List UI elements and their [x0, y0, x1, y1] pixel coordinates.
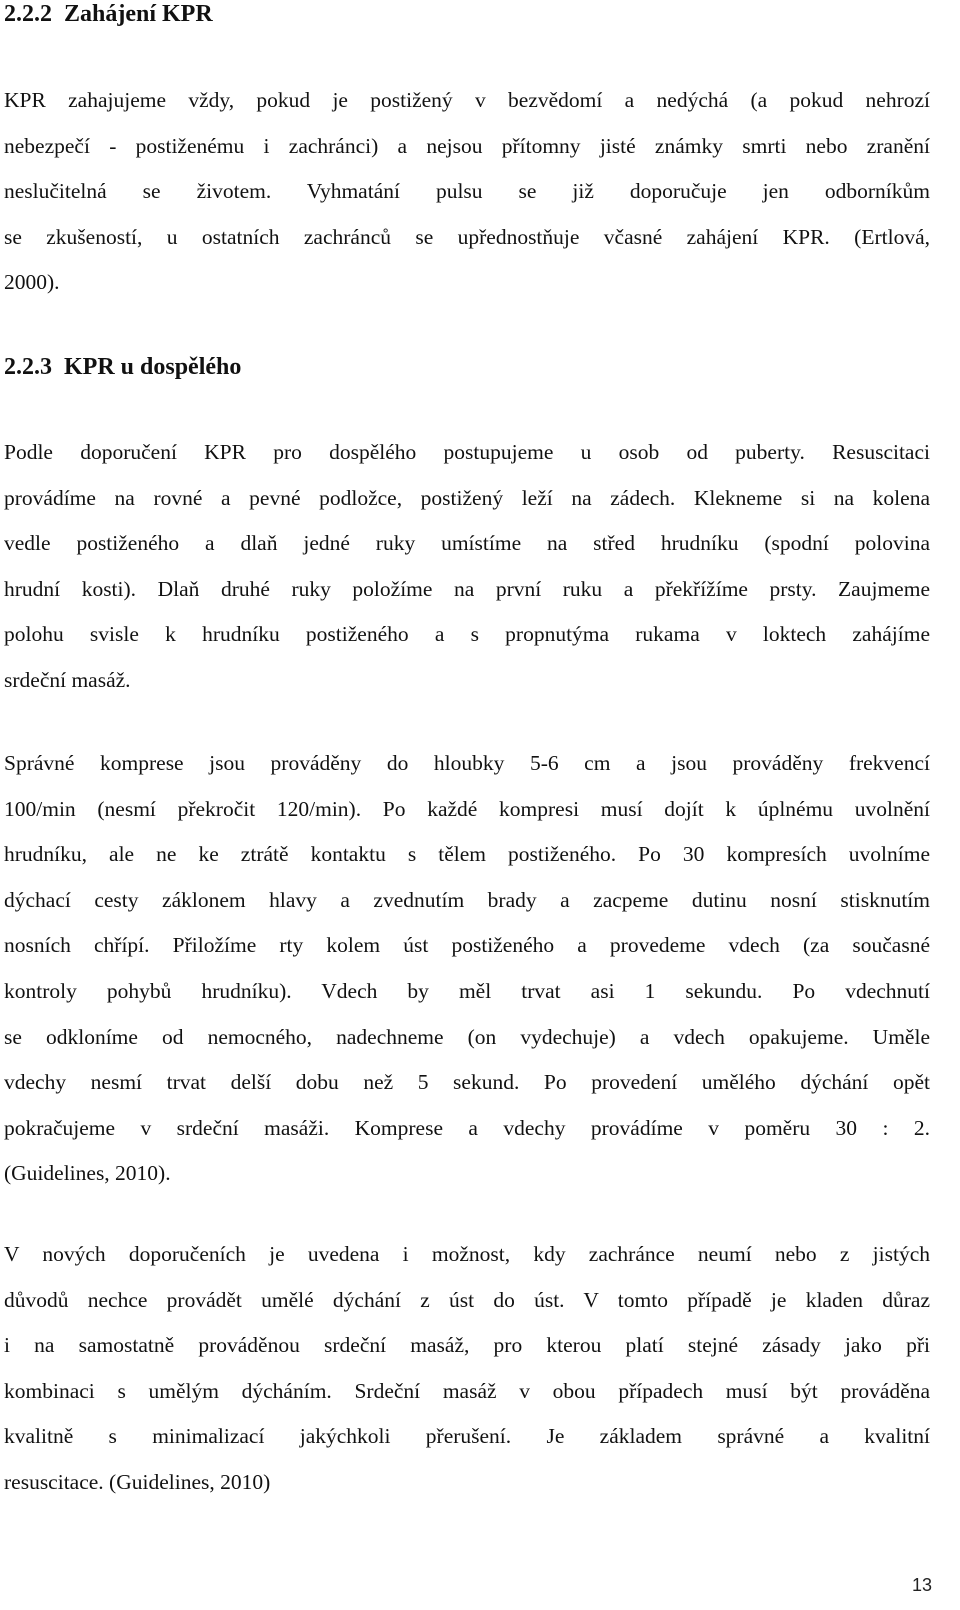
- text-line: se odkloníme od nemocného, nadechneme (on vydechuje) a vdech opakujeme. Uměle: [4, 1024, 930, 1049]
- text-line: kombinaci s umělým dýcháním. Srdeční masáž v obou případech musí být prováděna: [4, 1378, 930, 1403]
- text-line: důvodů nechce provádět umělé dýchání z úst do úst. V tomto případě je kladen důraz: [4, 1287, 930, 1312]
- text-line: V nových doporučeních je uvedena i možnost, kdy zachránce neumí nebo z jistých: [4, 1242, 930, 1266]
- text-line: hrudníku, ale ne ke ztrátě kontaktu s tělem postiženého. Po 30 kompresích uvolníme: [4, 842, 930, 867]
- section-heading-2-2-3: [4, 353, 241, 381]
- page-number: 13: [911, 1575, 932, 1595]
- section-title: KPR u dospělého: [64, 354, 242, 380]
- text-line: nebezpečí - postiženému i zachránci) a nejsou přítomny jisté známky smrti nebo zranění: [4, 133, 930, 158]
- text-line: kontroly pohybů hrudníku). Vdech by měl trvat asi 1 sekundu. Po vdechnutí: [4, 978, 930, 1003]
- text-line: Správné komprese jsou prováděny do hloubky 5-6 cm a jsou prováděny frekvencí: [4, 751, 930, 775]
- text-line: KPR zahajujeme vždy, pokud je postižený v bezvědomí a nedýchá (a pokud nehrozí: [4, 88, 930, 112]
- paragraph-zahajeni-kpr: [4, 78, 930, 306]
- paragraph-kpr-dospeleho-1: [4, 430, 930, 704]
- text-line: Podle doporučení KPR pro dospělého postupujeme u osob od puberty. Resuscitaci: [4, 440, 930, 464]
- text-line: i na samostatně prováděnou srdeční masáž, pro kterou platí stejné zásady jako při: [4, 1333, 930, 1358]
- text-line: neslučitelná se životem. Vyhmatání pulsu se již doporučuje jen odborníkům: [4, 179, 930, 204]
- text-line: (Guidelines, 2010).: [4, 1161, 171, 1186]
- section-heading-2-2-2: [4, 0, 213, 28]
- text-line: 100/min (nesmí překročit 120/min). Po každé kompresi musí dojít k úplnému uvolnění: [4, 796, 930, 821]
- text-line: pokračujeme v srdeční masáži. Komprese a vdechy provádíme v poměru 30 : 2.: [4, 1115, 930, 1140]
- text-line: se zkušeností, u ostatních zachránců se upřednostňuje včasné zahájení KPR. (Ertlová,: [4, 224, 930, 249]
- section-number: 2.2.2: [4, 1, 52, 27]
- text-line: nosních chřípí. Přiložíme rty kolem úst postiženého a provedeme vdech (za současné: [4, 933, 930, 958]
- text-line: vdechy nesmí trvat delší dobu než 5 sekund. Po provedení umělého dýchání opět: [4, 1070, 930, 1095]
- text-line: kvalitně s minimalizací jakýchkoli přerušení. Je základem správné a kvalitní: [4, 1424, 930, 1449]
- text-line: dýchací cesty záklonem hlavy a zvednutím brady a zacpeme dutinu nosní stisknutím: [4, 887, 930, 912]
- text-line: 2000).: [4, 270, 60, 295]
- text-line: vedle postiženého a dlaň jedné ruky umístíme na střed hrudníku (spodní polovina: [4, 531, 930, 556]
- section-number: 2.2.3: [4, 354, 52, 380]
- text-line: srdeční masáž.: [4, 667, 131, 692]
- section-title: Zahájení KPR: [64, 1, 213, 27]
- text-line: hrudní kosti). Dlaň druhé ruky položíme na první ruku a překřížíme prsty. Zaujmeme: [4, 576, 930, 601]
- paragraph-kpr-dospeleho-2: [4, 741, 930, 1197]
- paragraph-kpr-dospeleho-3: [4, 1232, 930, 1506]
- text-line: provádíme na rovné a pevné podložce, postižený leží na zádech. Klekneme si na kolena: [4, 485, 930, 510]
- text-line: resuscitace. (Guidelines, 2010): [4, 1469, 271, 1494]
- text-line: polohu svisle k hrudníku postiženého a s propnutýma rukama v loktech zahájíme: [4, 622, 930, 647]
